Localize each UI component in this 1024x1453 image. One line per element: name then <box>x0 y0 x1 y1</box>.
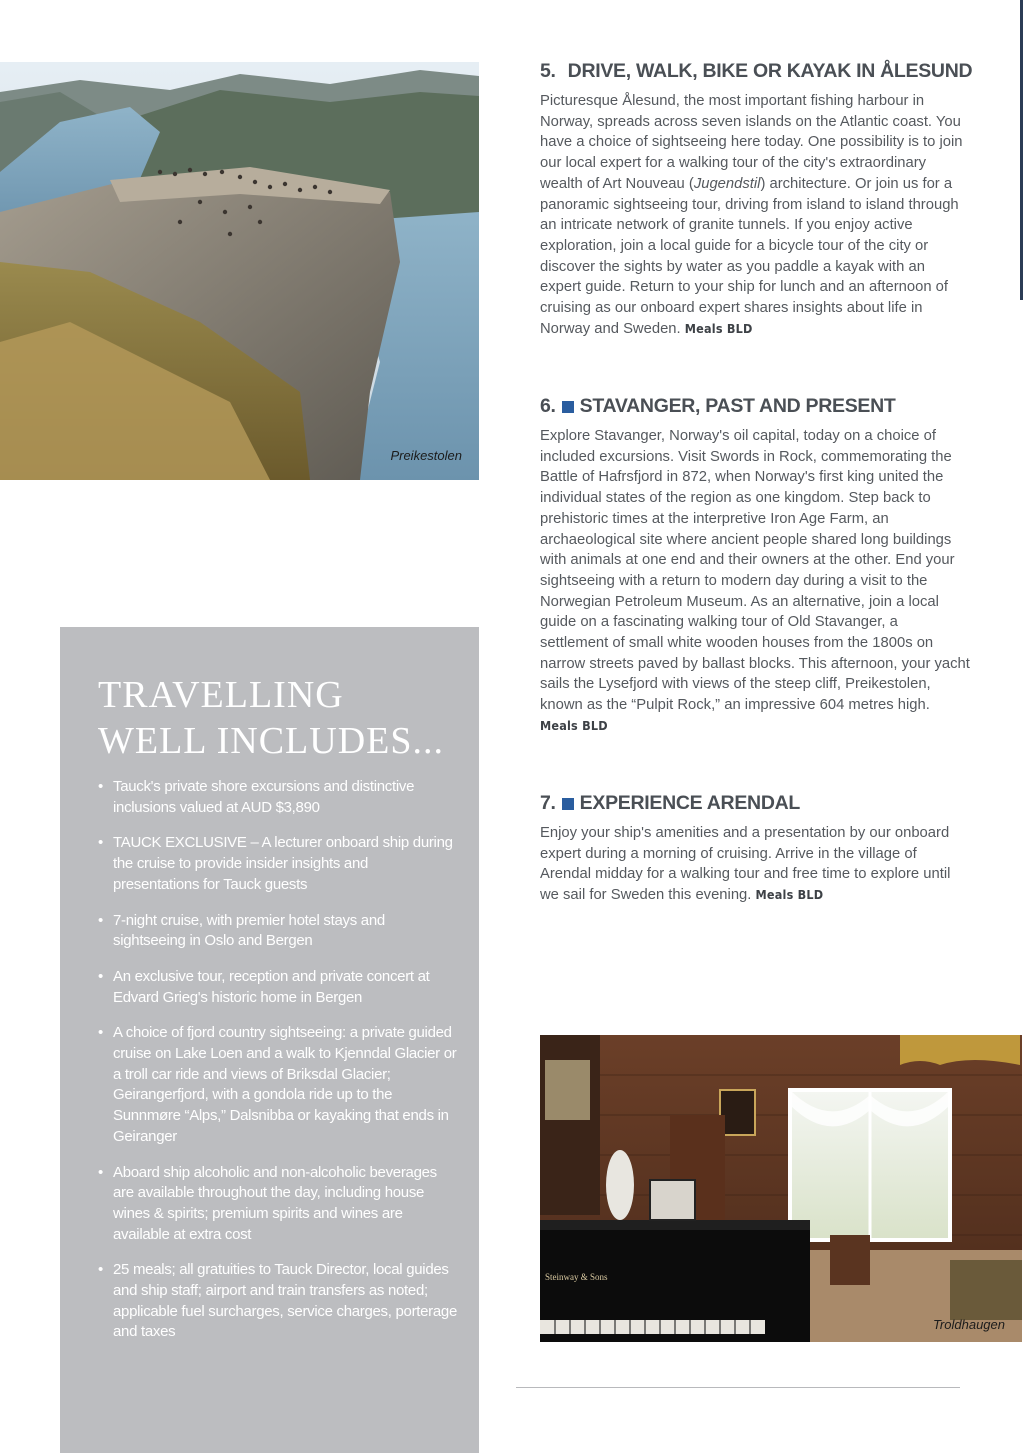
travelling-well-includes-panel <box>60 627 479 1453</box>
troldhaugen-image <box>540 1035 1022 1342</box>
day-5-meals: Meals BLD <box>684 320 753 336</box>
includes-list-item: • An exclusive tour, reception and private concert at Edvard Grieg's historic home in Bergen <box>98 967 458 1008</box>
day-6-section <box>540 395 970 737</box>
day-7-meals: Meals BLD <box>755 887 824 903</box>
includes-list-item: • Aboard ship alcoholic and non-alcoholic beverages are available throughout the day, including house wines & spirits; premium spirits and wines are available at extra cost <box>98 1163 458 1246</box>
day-6-heading <box>540 395 970 418</box>
day-6-body <box>540 426 970 737</box>
day-5-number: 5. <box>540 60 556 82</box>
preikestolen-photo <box>0 62 479 480</box>
day-5-body-text-a: Picturesque Ålesund, the most important fishing harbour in Norway, spreads across seven islands on the Atlantic coast. You have a choice of sightseeing here today. One possibility is to join our local expert for a walking tour of the city's extraordinary wealth of Art Nouveau ( <box>540 93 963 192</box>
square-bullet-icon <box>562 401 574 413</box>
day-7-section <box>540 792 970 906</box>
day-6-number: 6. <box>540 395 556 417</box>
troldhaugen-caption: Troldhaugen <box>932 1317 1005 1332</box>
includes-title: TRAVELLING WELL INCLUDES... <box>98 674 444 762</box>
day-5-section <box>540 60 973 339</box>
includes-list-item: • 25 meals; all gratuities to Tauck Director, local guides and ship staff; airport and train transfers as noted; applicable fuel surcharges, service charges, porterage and taxes <box>98 1260 458 1343</box>
preikestolen-image <box>0 62 479 480</box>
day-5-body-emphasis: Jugendstil <box>693 175 761 192</box>
page-edge-marker <box>1020 0 1023 300</box>
day-7-heading <box>540 792 970 815</box>
includes-list-item: • Tauck's private shore excursions and distinctive inclusions valued at AUD $3,890 <box>98 777 458 818</box>
includes-list-item: • A choice of fjord country sightseeing: a private guided cruise on Lake Loen and a walk to Kjenndal Glacier or a troll car ride and views of Briksdal Glacier; Geirangerfjord, with a gondola ride up to the Sunnmøre “Alps,” Dalsnibba or kayaking that ends in Geiranger <box>98 1023 458 1147</box>
day-6-meals: Meals BLD <box>540 717 608 733</box>
square-bullet-icon <box>562 798 574 810</box>
day-5-title: DRIVE, WALK, BIKE OR KAYAK IN ÅLESUND <box>567 60 973 82</box>
day-5-heading <box>540 60 973 83</box>
day-5-body-text-b: ) architecture. Or join us for a panoramic sightseeing tour, driving from island to island through an intricate network of granite tunnels. If you enjoy active exploration, join a local guide for a bicycle tour of the city or discover the sights by water as you paddle a kayak with an expert guide. Return to your ship for lunch and an afternoon of cruising as our onboard expert shares insights about life in Norway and Sweden. <box>540 175 959 337</box>
day-6-title: STAVANGER, PAST AND PRESENT <box>579 395 896 417</box>
piano-brand-text: Steinway & Sons <box>545 1272 608 1282</box>
troldhaugen-photo <box>540 1035 1022 1342</box>
includes-list <box>98 777 458 1358</box>
day-5-body <box>540 91 970 339</box>
day-6-body-text: Explore Stavanger, Norway's oil capital, today on a choice of included excursions. Visit Swords in Rock, commemorating the Battle of Hafrsfjord in 872, when Norway's first king united the individual states of the region as one kingdom. Step back to prehistoric times at the interpretive Iron Age Farm, an archaeological site where ancient people shared long buildings with animals at one end and their owners at the other. End your sightseeing with a return to modern day during a visit to the Norwegian Petroleum Museum. As an alternative, join a local guide on a fascinating walking tour of Old Stavanger, a settlement of small white wooden houses from the 1800s on narrow streets paved by ballast blocks. This afternoon, your yacht sails the Lysefjord with views of the steep cliff, Preikestolen, known as the “Pulpit Rock,” an impressive 604 metres high. <box>540 428 970 714</box>
day-7-number: 7. <box>540 792 556 814</box>
footer-divider <box>516 1387 960 1388</box>
day-7-body <box>540 823 970 906</box>
day-7-title: EXPERIENCE ARENDAL <box>579 792 800 814</box>
includes-list-item: • 7-night cruise, with premier hotel stays and sightseeing in Oslo and Bergen <box>98 911 458 952</box>
includes-list-item: • TAUCK EXCLUSIVE – A lecturer onboard ship during the cruise to provide insider insights and presentations for Tauck guests <box>98 833 458 895</box>
preikestolen-caption: Preikestolen <box>390 448 462 463</box>
day-7-body-text: Enjoy your ship's amenities and a presentation by our onboard expert during a morning of cruising. Arrive in the village of Arendal midday for a walking tour and free time to explore until we sail for Sweden this evening. <box>540 825 951 904</box>
